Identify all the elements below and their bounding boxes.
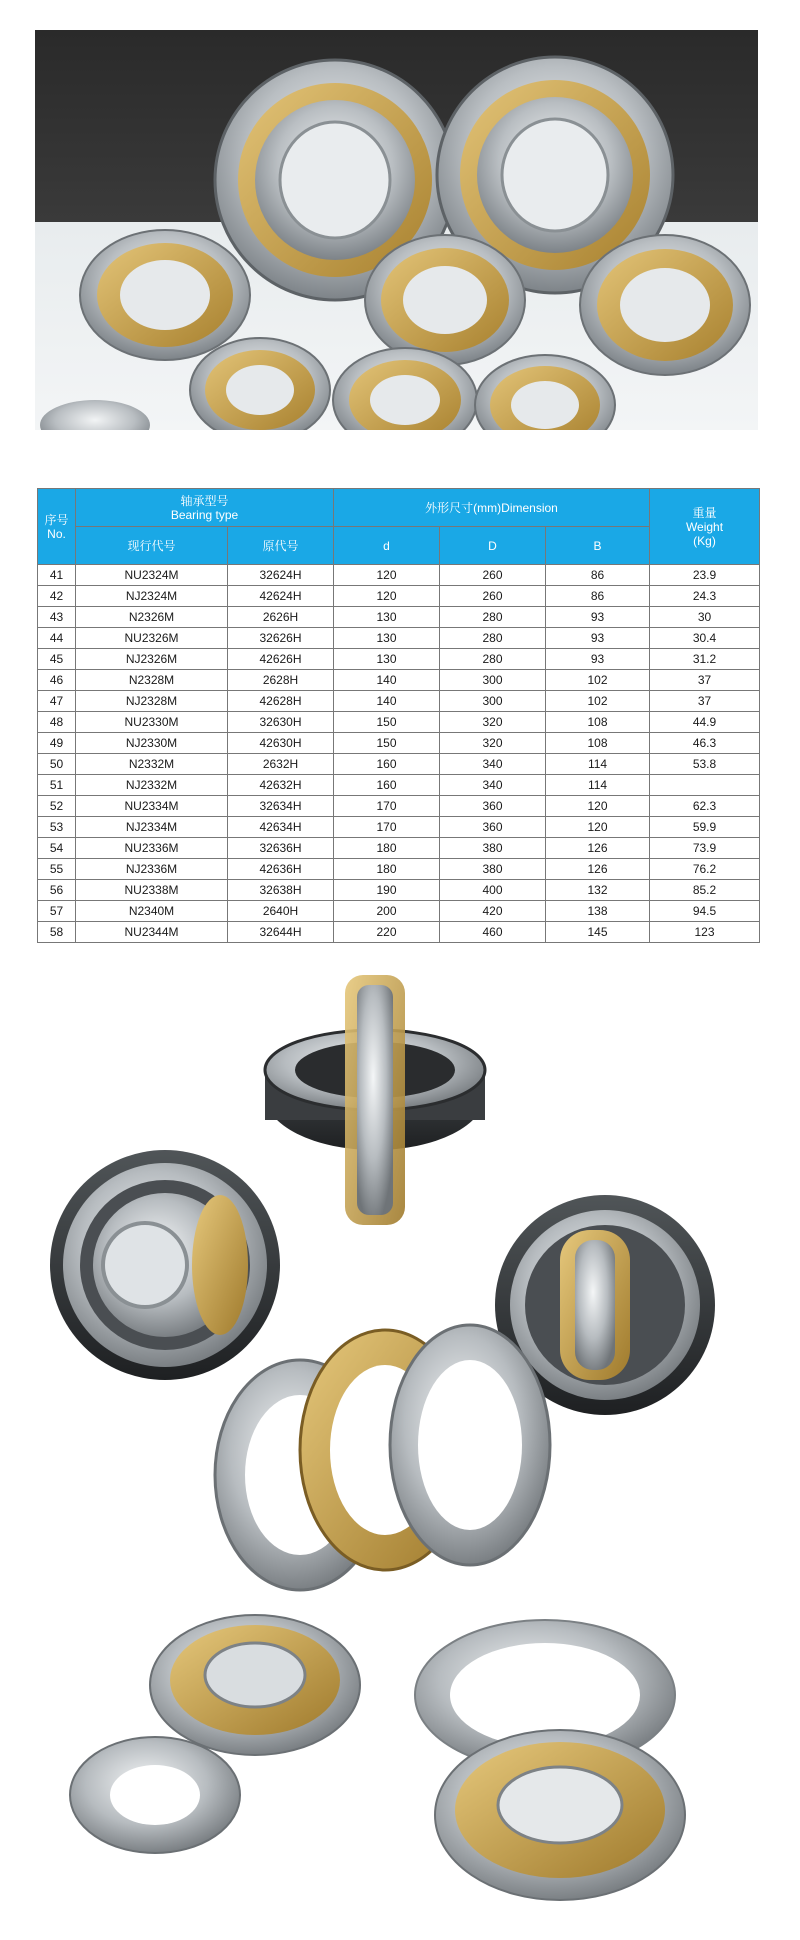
- cell-original: 42630H: [228, 733, 334, 754]
- cell-current: N2326M: [76, 607, 228, 628]
- cell-current: NU2336M: [76, 838, 228, 859]
- cell-original: 32636H: [228, 838, 334, 859]
- cell-d: 130: [334, 607, 440, 628]
- cell-no: 57: [38, 901, 76, 922]
- cell-original: 32626H: [228, 628, 334, 649]
- bearing-mid-center: [365, 235, 525, 365]
- cell-no: 48: [38, 712, 76, 733]
- cell-b: 108: [546, 712, 650, 733]
- cell-d-outer: 340: [440, 754, 546, 775]
- cell-original: 42632H: [228, 775, 334, 796]
- cell-current: NU2326M: [76, 628, 228, 649]
- table-row: [38, 607, 760, 628]
- cell-weight: 30.4: [650, 628, 760, 649]
- bearing-spherical-thrust-right: [415, 1620, 685, 1900]
- cell-weight: 44.9: [650, 712, 760, 733]
- cell-b: 93: [546, 628, 650, 649]
- cell-current: N2328M: [76, 670, 228, 691]
- header-no: 序号 No.: [38, 489, 76, 565]
- bearing-mid-right: [580, 235, 750, 375]
- cell-no: 56: [38, 880, 76, 901]
- cell-d: 140: [334, 670, 440, 691]
- cell-d-outer: 280: [440, 607, 546, 628]
- cell-original: 32644H: [228, 922, 334, 943]
- cell-d: 200: [334, 901, 440, 922]
- table-row: [38, 712, 760, 733]
- cell-weight: [650, 775, 760, 796]
- cell-d-outer: 300: [440, 691, 546, 712]
- cell-no: 46: [38, 670, 76, 691]
- cell-d: 150: [334, 712, 440, 733]
- cell-b: 114: [546, 775, 650, 796]
- cell-no: 54: [38, 838, 76, 859]
- cell-original: 2640H: [228, 901, 334, 922]
- table-row: [38, 859, 760, 880]
- cell-weight: 76.2: [650, 859, 760, 880]
- cell-d: 120: [334, 586, 440, 607]
- cell-d-outer: 260: [440, 586, 546, 607]
- cell-weight: 37: [650, 670, 760, 691]
- cell-current: NU2330M: [76, 712, 228, 733]
- table-row: [38, 754, 760, 775]
- cell-weight: 85.2: [650, 880, 760, 901]
- table-row: [38, 838, 760, 859]
- cell-d: 120: [334, 565, 440, 586]
- cell-d-outer: 300: [440, 670, 546, 691]
- cell-no: 58: [38, 922, 76, 943]
- cell-b: 86: [546, 586, 650, 607]
- cell-b: 102: [546, 691, 650, 712]
- cell-b: 93: [546, 607, 650, 628]
- header-dimension: 外形尺寸(mm)Dimension: [334, 489, 650, 527]
- cell-current: NU2344M: [76, 922, 228, 943]
- cell-b: 145: [546, 922, 650, 943]
- cell-current: N2332M: [76, 754, 228, 775]
- cell-b: 138: [546, 901, 650, 922]
- header-bearing-type: 轴承型号 Bearing type: [76, 489, 334, 527]
- cell-current: NU2338M: [76, 880, 228, 901]
- cell-d-outer: 320: [440, 712, 546, 733]
- header-d: d: [334, 527, 440, 565]
- cell-b: 126: [546, 838, 650, 859]
- cell-current: NJ2336M: [76, 859, 228, 880]
- table-row: [38, 649, 760, 670]
- table-row: [38, 880, 760, 901]
- bearing-spherical-thrust-left: [70, 1615, 360, 1853]
- bearing-collage-illustration: [45, 975, 745, 1935]
- table-row: [38, 901, 760, 922]
- cell-no: 42: [38, 586, 76, 607]
- cell-original: 2632H: [228, 754, 334, 775]
- bearing-self-aligning-left: [50, 1150, 280, 1380]
- cell-d-outer: 260: [440, 565, 546, 586]
- cell-original: 32638H: [228, 880, 334, 901]
- bearing-thrust-center: [215, 1325, 550, 1590]
- cell-current: NJ2334M: [76, 817, 228, 838]
- product-photo-spherical-thrust-bearings: [45, 975, 745, 1935]
- cell-weight: 53.8: [650, 754, 760, 775]
- cell-weight: 30: [650, 607, 760, 628]
- cell-no: 51: [38, 775, 76, 796]
- cell-b: 86: [546, 565, 650, 586]
- cell-d: 130: [334, 628, 440, 649]
- cell-weight: 46.3: [650, 733, 760, 754]
- cell-no: 47: [38, 691, 76, 712]
- header-current-code: 现行代号: [76, 527, 228, 565]
- cell-original: 32630H: [228, 712, 334, 733]
- cell-b: 120: [546, 796, 650, 817]
- cell-current: NU2324M: [76, 565, 228, 586]
- cell-d: 170: [334, 817, 440, 838]
- cell-d-outer: 340: [440, 775, 546, 796]
- cell-no: 41: [38, 565, 76, 586]
- table-row: [38, 796, 760, 817]
- table-row: [38, 733, 760, 754]
- table-row: [38, 586, 760, 607]
- cell-d-outer: 360: [440, 817, 546, 838]
- header-D: D: [440, 527, 546, 565]
- table-row: [38, 775, 760, 796]
- cell-no: 55: [38, 859, 76, 880]
- cell-d: 180: [334, 859, 440, 880]
- cell-b: 93: [546, 649, 650, 670]
- table-header: [38, 489, 760, 565]
- product-photo-cylindrical-bearings: [35, 30, 758, 430]
- cell-d-outer: 280: [440, 649, 546, 670]
- cell-no: 43: [38, 607, 76, 628]
- cell-original: 42634H: [228, 817, 334, 838]
- cell-no: 50: [38, 754, 76, 775]
- cell-current: NJ2324M: [76, 586, 228, 607]
- cell-no: 53: [38, 817, 76, 838]
- cell-current: NJ2330M: [76, 733, 228, 754]
- cell-b: 102: [546, 670, 650, 691]
- cell-original: 42624H: [228, 586, 334, 607]
- cell-current: NJ2326M: [76, 649, 228, 670]
- cell-d: 140: [334, 691, 440, 712]
- cell-original: 32624H: [228, 565, 334, 586]
- cell-weight: 37: [650, 691, 760, 712]
- bearing-photo-illustration: [35, 30, 758, 430]
- cell-weight: 23.9: [650, 565, 760, 586]
- header-original-code: 原代号: [228, 527, 334, 565]
- cell-d: 220: [334, 922, 440, 943]
- cell-d-outer: 360: [440, 796, 546, 817]
- cell-d: 160: [334, 754, 440, 775]
- cell-d: 160: [334, 775, 440, 796]
- bearing-spec-table: [37, 488, 760, 943]
- cell-b: 120: [546, 817, 650, 838]
- table-row: [38, 817, 760, 838]
- cell-weight: 24.3: [650, 586, 760, 607]
- table-row: [38, 628, 760, 649]
- cell-d-outer: 280: [440, 628, 546, 649]
- table-row: [38, 691, 760, 712]
- cell-original: 42636H: [228, 859, 334, 880]
- cell-weight: 31.2: [650, 649, 760, 670]
- cell-original: 2626H: [228, 607, 334, 628]
- cell-d: 150: [334, 733, 440, 754]
- cell-d: 180: [334, 838, 440, 859]
- table-row: [38, 922, 760, 943]
- cell-d-outer: 380: [440, 859, 546, 880]
- cell-weight: 62.3: [650, 796, 760, 817]
- cell-weight: 94.5: [650, 901, 760, 922]
- cell-d-outer: 380: [440, 838, 546, 859]
- header-B: B: [546, 527, 650, 565]
- cell-d-outer: 420: [440, 901, 546, 922]
- table-row: [38, 565, 760, 586]
- cell-current: NU2334M: [76, 796, 228, 817]
- cell-current: N2340M: [76, 901, 228, 922]
- cell-d-outer: 460: [440, 922, 546, 943]
- cell-d-outer: 320: [440, 733, 546, 754]
- bearing-spherical-top: [265, 975, 485, 1225]
- cell-d: 130: [334, 649, 440, 670]
- table-row: [38, 670, 760, 691]
- cell-current: NJ2332M: [76, 775, 228, 796]
- table-body: [38, 565, 760, 943]
- cell-d: 190: [334, 880, 440, 901]
- cell-original: 42628H: [228, 691, 334, 712]
- cell-original: 2628H: [228, 670, 334, 691]
- cell-d: 170: [334, 796, 440, 817]
- cell-no: 44: [38, 628, 76, 649]
- cell-original: 32634H: [228, 796, 334, 817]
- header-weight: 重量 Weight (Kg): [650, 489, 760, 565]
- cell-current: NJ2328M: [76, 691, 228, 712]
- bearing-mid-left: [80, 230, 250, 360]
- cell-weight: 73.9: [650, 838, 760, 859]
- cell-b: 114: [546, 754, 650, 775]
- cell-weight: 123: [650, 922, 760, 943]
- cell-b: 132: [546, 880, 650, 901]
- cell-no: 52: [38, 796, 76, 817]
- cell-d-outer: 400: [440, 880, 546, 901]
- cell-no: 45: [38, 649, 76, 670]
- cell-b: 126: [546, 859, 650, 880]
- cell-b: 108: [546, 733, 650, 754]
- cell-original: 42626H: [228, 649, 334, 670]
- cell-weight: 59.9: [650, 817, 760, 838]
- cell-no: 49: [38, 733, 76, 754]
